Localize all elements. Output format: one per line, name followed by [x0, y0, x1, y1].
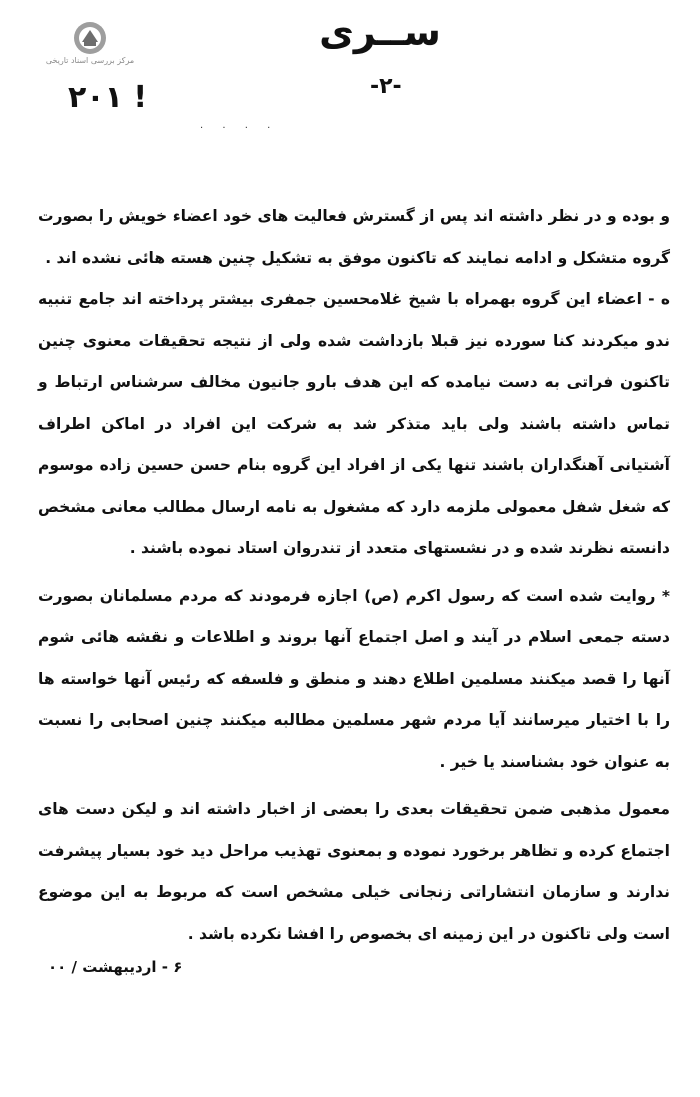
dotted-separator: . . . . [200, 120, 279, 131]
paragraph-3: * روایت شده است که رسول اکرم (ص) اجازه فرمودند که مردم مسلمانان بصورت دسته جمعی اسلام در آیند و اصل اجتماع آنها بروند و اطلاعات و نقشه هائی شوم آنها را قصد میکنند مسلمین اطلاع دهند و منطق و فلسفه که رئیس آنها خواسته ها را با اختیار میرسانند آیا مردم شهر مسلمین مطالبه میکنند چنین اصحابی را نسبت به عنوان خود بشناسند یا خیر . [38, 586, 670, 771]
document-number: ۲۰۱ ! [68, 80, 148, 115]
paragraph-4: معمول مذهبی ضمن تحقیقات بعدی را بعضی از اخبار داشته اند و لیکن دست های اجتماع کرده و تظاهر برخورد نموده و بمعنوی تهذیب مراحل دید خود بسیار پیشرفت ندارند و سازمان انتشاراتی زنجانی خیلی مشخص است که مربوط به این موضوع است ولی تاکنون در این زمینه ای بخصوص را افشا نکرده باشد . [38, 800, 670, 943]
page-marker: -۲- [370, 74, 402, 99]
classification-title: ســرى [319, 10, 441, 54]
paragraph-1: و بوده و در نظر داشته اند پس از گسترش فعالیت های خود اعضاء خویش را بصورت گروه متشکل و ادامه نمایند که تاکنون موفق به تشکیل چنین هسته هائی نشده اند . [38, 207, 670, 267]
archive-logo-text: مرکز بررسی اسناد تاریخی [45, 56, 135, 65]
document-body [38, 196, 670, 955]
document-date: ۶ - اردیبهشت / ۰۰ [48, 958, 183, 976]
archive-logo [20, 20, 160, 70]
archive-logo-icon [72, 20, 108, 56]
paragraph-2: ه - اعضاء این گروه بهمراه با شیخ غلامحسین جمفری بیشتر پرداخته اند جامع تنبیه ندو میکردند کنا سورده نیز قبلا بازداشت شده ولی از نتیجه تحقیقات معنوی چنین تاکنون فراتی به دست نیامده که این هدف بارو جانیون مخالف سرشناس ارتباط و تماس داشته باشند ولی باید متذکر شد به شرکت این افراد در اماکن اطراف آشتیانی آهنگداران باشند تنها یکی از افراد این گروه بنام حسن حسین زاده موسوم که شغل شفل معمولی ملزمه دارد که مشغول به نامه ارسال مطالب معانی مشخص دانسته نظرند شده و در نشستهای متعدد از تندروان استاد نموده باشند . [38, 290, 670, 557]
